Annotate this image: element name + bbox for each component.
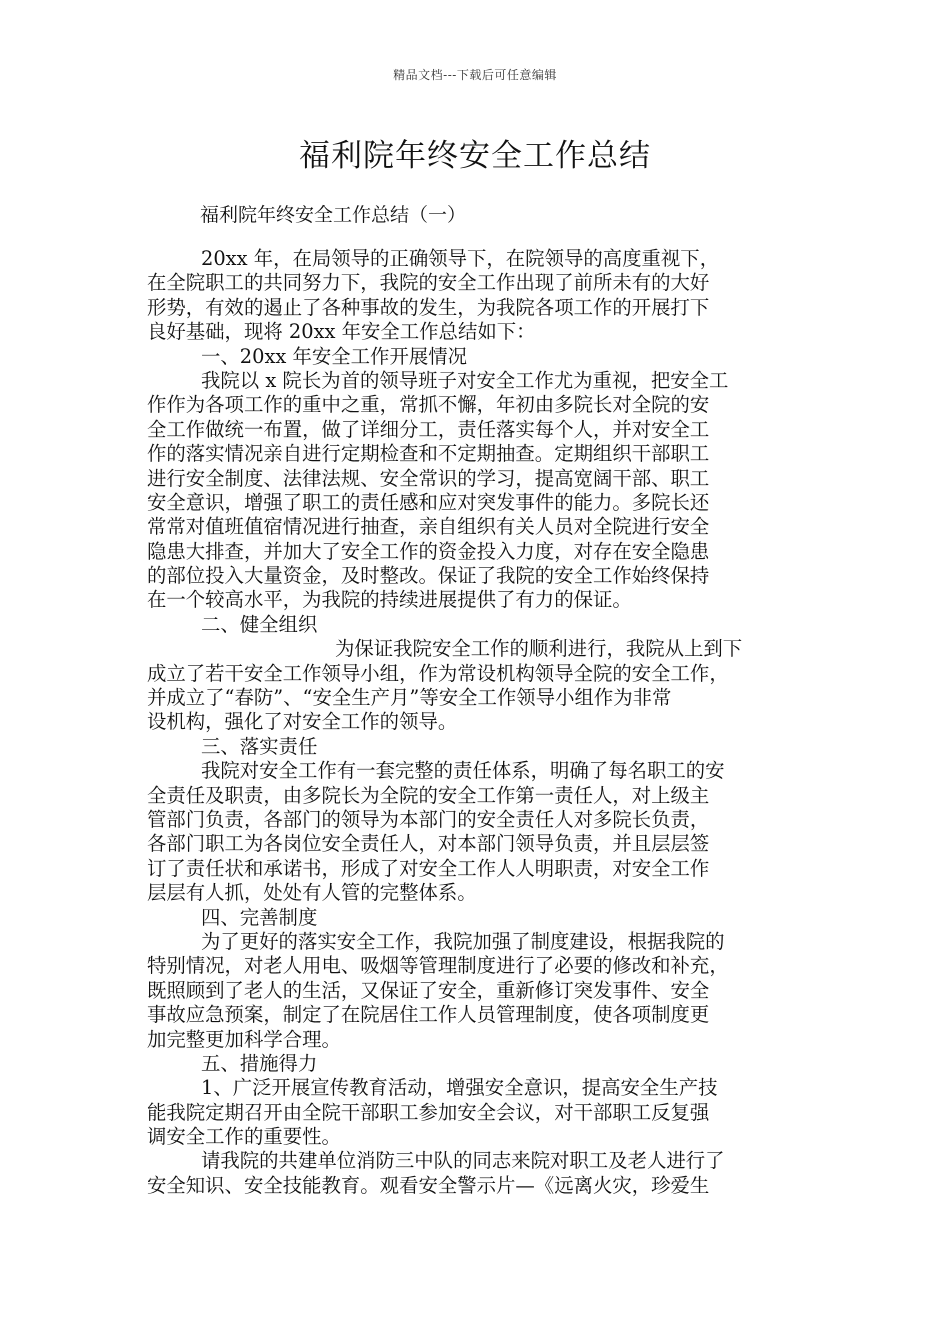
body-line: 的部位投入大量资金，及时整改。保证了我院的安全工作始终保持 bbox=[147, 564, 710, 588]
body-line: 在一个较高水平，为我院的持续进展提供了有力的保证。 bbox=[147, 588, 632, 612]
body-line: 能我院定期召开由全院干部职工参加安全会议，对干部职工反复强 bbox=[147, 1100, 710, 1124]
body-line: 管部门负责，各部门的领导为本部门的安全责任人对多院长负责， bbox=[147, 807, 710, 831]
body-line: 20xx 年，在局领导的正确领导下，在院领导的高度重视下， bbox=[201, 247, 720, 270]
body-line: 五、措施得力 bbox=[201, 1051, 318, 1075]
body-line: 良好基础，现将 20xx 年安全工作总结如下： bbox=[147, 320, 536, 344]
body-line: 隐患大排查，并加大了安全工作的资金投入力度，对存在安全隐患 bbox=[147, 539, 710, 563]
body-line: 进行安全制度、法律法规、安全常识的学习，提高宽阔干部、职工 bbox=[147, 466, 710, 490]
body-line: 二、健全组织 bbox=[201, 612, 318, 636]
body-line: 我院对安全工作有一套完整的责任体系，明确了每名职工的安 bbox=[201, 759, 725, 783]
document-title: 福利院年终安全工作总结 bbox=[299, 138, 651, 174]
body-line: 层层有人抓，处处有人管的完整体系。 bbox=[147, 881, 477, 905]
body-line: 事故应急预案，制定了在院居住工作人员管理制度，使各项制度更 bbox=[147, 1003, 710, 1027]
body-line: 成立了若干安全工作领导小组，作为常设机构领导全院的安全工作， bbox=[147, 661, 729, 685]
body-line: 作作为各项工作的重中之重，常抓不懈，年初由多院长对全院的安 bbox=[147, 393, 710, 417]
body-line: 为了更好的落实安全工作，我院加强了制度建设，根据我院的 bbox=[201, 929, 725, 953]
body-line: 订了责任状和承诺书，形成了对安全工作人人明职责，对安全工作 bbox=[147, 856, 710, 880]
body-line: 常常对值班值宿情况进行抽查，亲自组织有关人员对全院进行安全 bbox=[147, 515, 710, 539]
body-line: 安全意识，增强了职工的责任感和应对突发事件的能力。多院长还 bbox=[147, 490, 710, 514]
body-line: 既照顾到了老人的生活，又保证了安全，重新修订突发事件、安全 bbox=[147, 978, 710, 1002]
body-line: 为保证我院安全工作的顺利进行，我院从上到下 bbox=[335, 637, 743, 661]
body-line: 一、20xx 年安全工作开展情况 bbox=[201, 344, 468, 368]
body-line: 设机构，强化了对安全工作的领导。 bbox=[147, 710, 458, 734]
body-line: 1、广泛开展宣传教育活动，增强安全意识，提高安全生产技 bbox=[201, 1076, 718, 1100]
body-line: 在全院职工的共同努力下，我院的安全工作出现了前所未有的大好 bbox=[147, 271, 710, 295]
body-line: 调安全工作的重要性。 bbox=[147, 1125, 341, 1149]
body-line: 三、落实责任 bbox=[201, 734, 318, 758]
header-note: 精品文档---下载后可任意编辑 bbox=[393, 68, 557, 82]
body-line: 并成立了“春防”、“安全生产月”等安全工作领导小组作为非常 bbox=[147, 686, 672, 710]
document-subtitle: 福利院年终安全工作总结（一） bbox=[200, 204, 467, 226]
body-line: 全工作做统一布置，做了详细分工，责任落实每个人，并对安全工 bbox=[147, 417, 710, 441]
document-body bbox=[147, 247, 809, 1198]
body-line: 形势，有效的遏止了各种事故的发生，为我院各项工作的开展打下 bbox=[147, 295, 710, 319]
body-line: 作的落实情况亲自进行定期检查和不定期抽查。定期组织干部职工 bbox=[147, 442, 710, 466]
body-line: 我院以 x 院长为首的领导班子对安全工作尤为重视，把安全工 bbox=[201, 368, 729, 392]
body-line: 各部门职工为各岗位安全责任人，对本部门领导负责，并且层层签 bbox=[147, 832, 710, 856]
body-line: 特别情况，对老人用电、吸烟等管理制度进行了必要的修改和补充， bbox=[147, 954, 729, 978]
body-line: 四、完善制度 bbox=[201, 905, 318, 929]
body-line: 请我院的共建单位消防三中队的同志来院对职工及老人进行了 bbox=[201, 1149, 725, 1173]
body-line: 安全知识、安全技能教育。观看安全警示片—《远离火灾，珍爱生 bbox=[147, 1173, 710, 1197]
body-line: 加完整更加科学合理。 bbox=[147, 1027, 341, 1051]
body-line: 全责任及职责，由多院长为全院的安全工作第一责任人，对上级主 bbox=[147, 783, 710, 807]
